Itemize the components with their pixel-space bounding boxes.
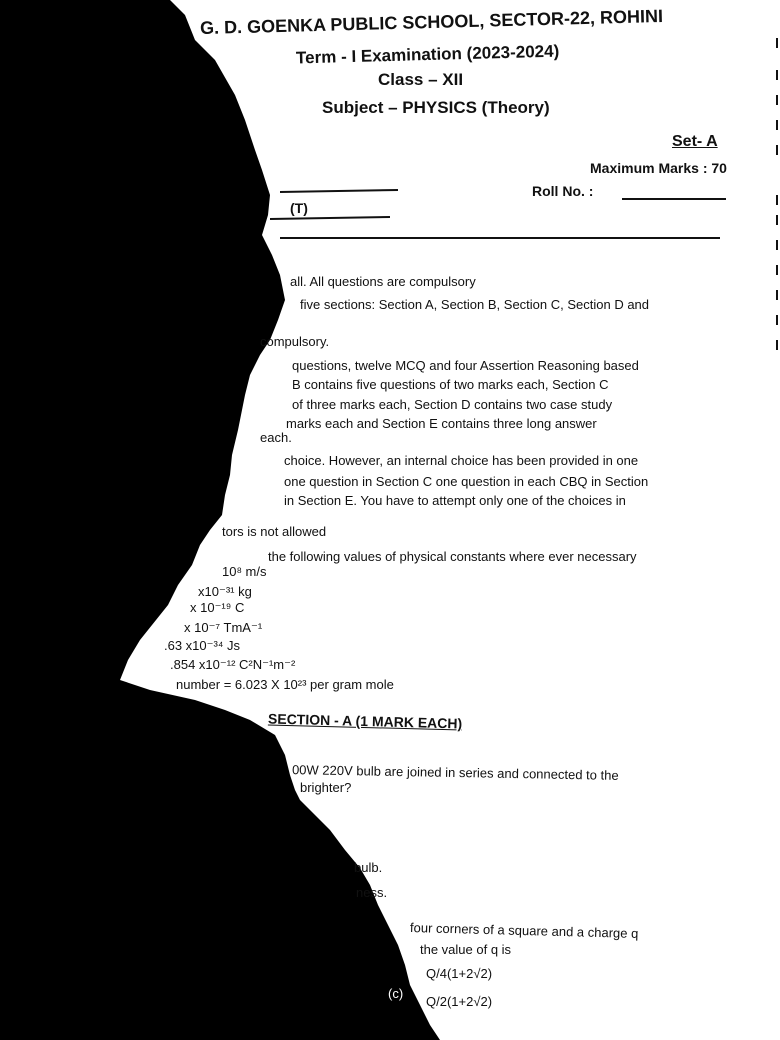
roll-number-line	[622, 198, 726, 200]
option-c-label: (c)	[388, 986, 404, 1001]
instruction-line: in Section E. You have to attempt only one of the choices in	[284, 493, 626, 508]
question-2-line: four corners of a square and a charge q	[409, 920, 639, 941]
class-label: Class – XII	[378, 70, 464, 89]
question-1-option: bulb.	[354, 860, 383, 875]
exam-term: Term - I Examination (2023-2024)	[295, 41, 560, 68]
instruction-line: of three marks each, Section D contains two case study	[292, 397, 613, 412]
instruction-line: each.	[260, 430, 292, 445]
time-fragment: (T)	[290, 200, 308, 216]
instruction-line: five sections: Section A, Section B, Section C, Section D and	[300, 297, 650, 312]
question-1-line: 00W 220V bulb are joined in series and connected to the	[291, 762, 619, 783]
constant-line: x10⁻³¹ kg	[198, 584, 252, 599]
subject-label: Subject – PHYSICS (Theory)	[322, 98, 550, 117]
max-marks: Maximum Marks : 70	[590, 160, 727, 176]
instruction-line: B contains five questions of two marks each, Section C	[292, 377, 609, 392]
instruction-line: marks each and Section E contains three long answer	[286, 416, 597, 431]
instruction-line: the following values of physical constants where ever necessary	[268, 549, 637, 564]
divider-line-2	[280, 237, 720, 239]
question-1-option: ness.	[356, 885, 388, 900]
constant-line: .63 x10⁻³⁴ Js	[164, 638, 241, 653]
instruction-line: one question in Section C one question in each CBQ in Section	[284, 474, 649, 489]
instruction-line: questions, twelve MCQ and four Assertion Reasoning based	[292, 358, 639, 373]
set-label: Set- A	[672, 133, 718, 150]
question-1-line: brighter?	[300, 780, 352, 795]
constant-line: .854 x10⁻¹² C²N⁻¹m⁻²	[170, 657, 296, 672]
roll-number-label: Roll No. :	[532, 183, 594, 199]
instruction-line: compulsory.	[260, 334, 330, 349]
section-a-heading: SECTION - A (1 MARK EACH)	[267, 710, 463, 732]
school-name: G. D. GOENKA PUBLIC SCHOOL, SECTOR-22, ROHINI	[199, 5, 664, 39]
constant-line: number = 6.023 X 10²³ per gram mole	[176, 677, 394, 692]
option-b: Q/4(1+2√2)	[426, 966, 493, 981]
option-d: Q/2(1+2√2)	[426, 994, 493, 1009]
instruction-line: all. All questions are compulsory	[290, 274, 476, 289]
constant-line: 10⁸ m/s	[222, 564, 267, 579]
instruction-line: choice. However, an internal choice has been provided in one	[284, 453, 639, 468]
constant-line: x 10⁻¹⁹ C	[190, 600, 245, 615]
question-2-line: the value of q is	[420, 942, 512, 957]
instruction-line: tors is not allowed	[222, 524, 327, 539]
constant-line: x 10⁻⁷ TmA⁻¹	[184, 620, 263, 635]
